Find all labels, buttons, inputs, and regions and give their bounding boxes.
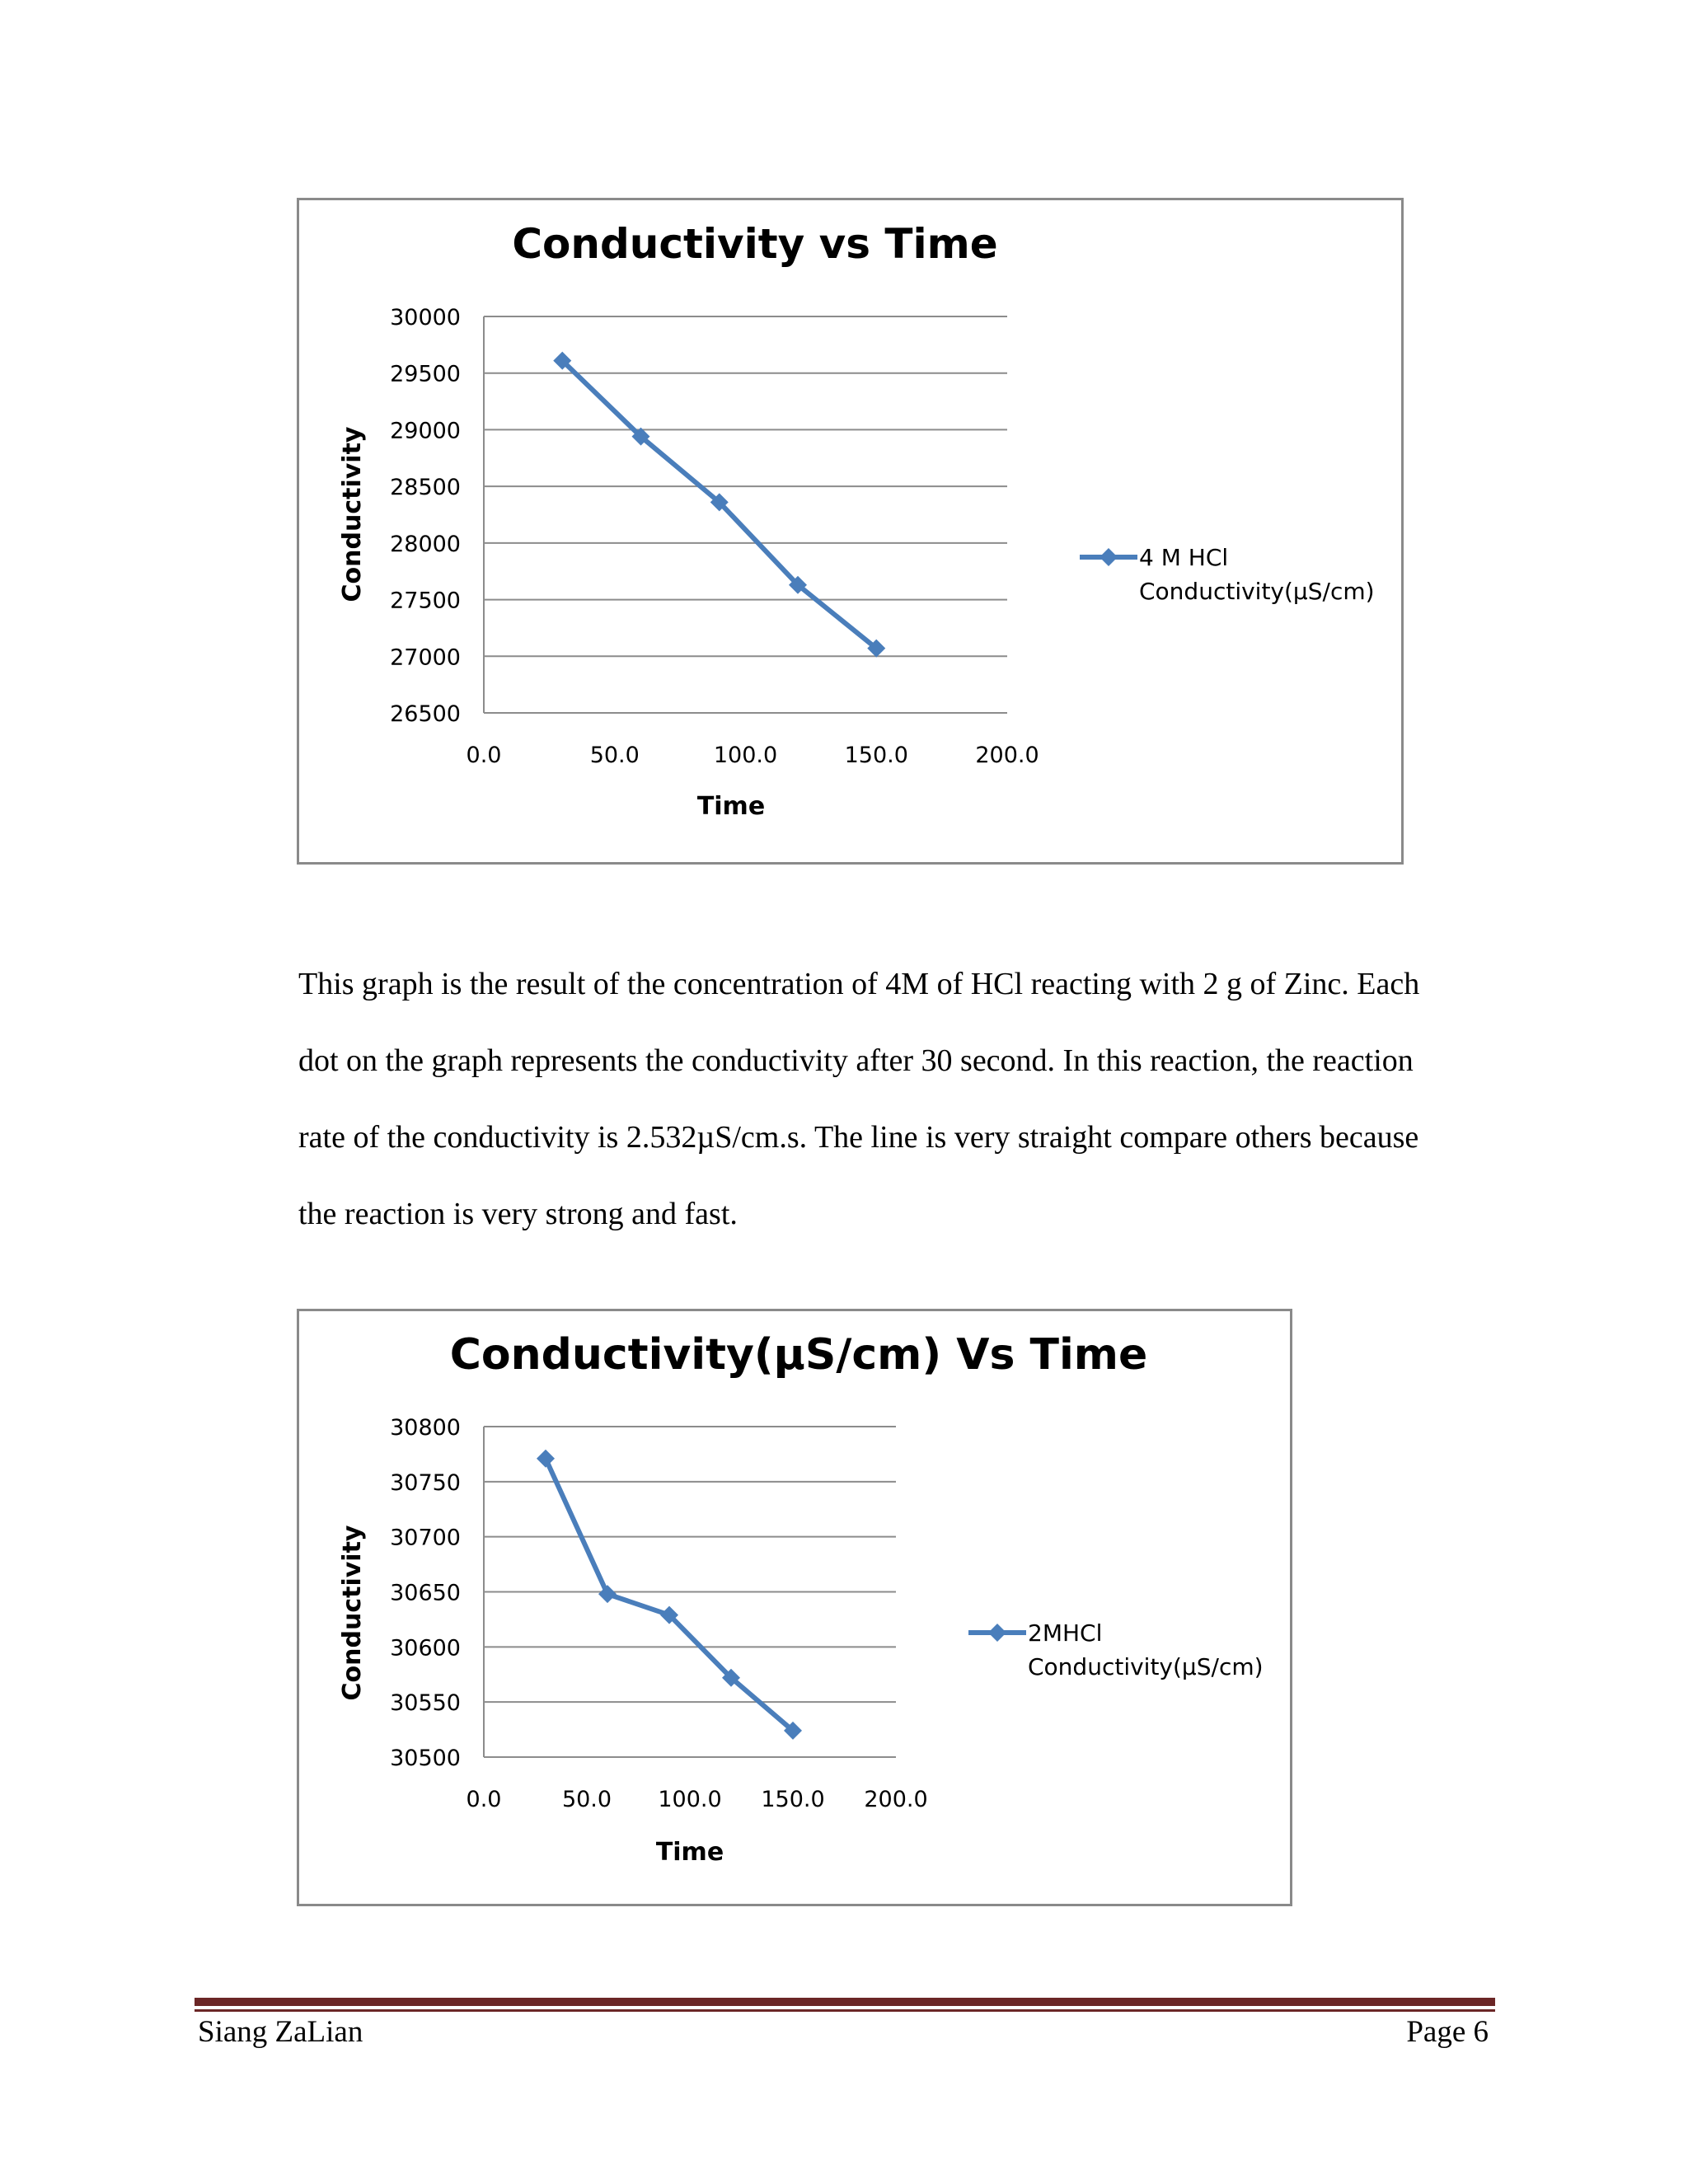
chart-2-legend-label: 2MHCl	[1028, 1619, 1103, 1647]
chart-2-y-tick-label: 30650	[390, 1580, 461, 1606]
chart-2-y-axis-label: Conductivity	[338, 1525, 367, 1701]
footer-author: Siang ZaLian	[198, 2015, 363, 2049]
chart-2-series-line	[546, 1459, 793, 1731]
chart-2-y-tick-label: 30800	[390, 1415, 461, 1441]
chart-2-x-tick-label: 200.0	[864, 1787, 928, 1812]
chart-2-y-tick-label: 30500	[390, 1746, 461, 1771]
paragraph-line-1: This graph is the result of the concentration of 4M of HCl reacting with 2 g of Zinc. Each	[298, 967, 1420, 1001]
body-paragraph	[298, 946, 1493, 1253]
chart-1-x-tick-label: 100.0	[713, 743, 778, 768]
chart-1-legend-marker	[1100, 548, 1118, 566]
chart-2-x-axis-label: Time	[655, 1838, 724, 1867]
chart-1-x-tick-label: 150.0	[844, 743, 908, 768]
chart-2-legend-marker	[988, 1624, 1006, 1642]
chart-1-legend-label: Conductivity(µS/cm)	[1139, 578, 1375, 605]
chart-2-frame	[297, 1309, 1292, 1906]
footer-rule	[195, 1998, 1495, 2006]
chart-2-data-point	[598, 1585, 617, 1603]
chart-1-y-tick-label: 27000	[390, 644, 461, 671]
chart-2-data-point	[537, 1450, 555, 1468]
chart-1-frame	[297, 198, 1404, 865]
chart-1-legend-label: 4 M HCl	[1139, 544, 1229, 571]
chart-2-x-tick-label: 0.0	[466, 1787, 502, 1812]
paragraph-line-4: the reaction is very strong and fast.	[298, 1197, 738, 1231]
chart-2-svg	[299, 1311, 1295, 1909]
chart-2-y-tick-label: 30600	[390, 1635, 461, 1661]
chart-1-y-tick-label: 28000	[390, 531, 461, 557]
chart-1-x-tick-label: 200.0	[975, 743, 1039, 768]
chart-1-x-axis-label: Time	[696, 792, 766, 821]
chart-1-y-tick-label: 30000	[390, 305, 461, 330]
chart-2-legend-label: Conductivity(µS/cm)	[1028, 1653, 1264, 1680]
chart-2-y-tick-label: 30750	[390, 1469, 461, 1496]
footer-page-number: Page 6	[1406, 2015, 1489, 2049]
chart-1-y-axis-label: Conductivity	[338, 426, 367, 602]
footer-rule-thin	[195, 2009, 1495, 2012]
chart-2-x-tick-label: 50.0	[561, 1787, 612, 1812]
chart-2-x-tick-label: 100.0	[658, 1787, 722, 1812]
chart-1-y-tick-label: 26500	[390, 701, 461, 727]
chart-1-x-tick-label: 0.0	[466, 743, 502, 768]
chart-1-y-tick-label: 27500	[390, 588, 461, 614]
chart-1-y-tick-label: 29000	[390, 418, 461, 444]
chart-1-y-tick-label: 29500	[390, 361, 461, 387]
chart-1-title: Conductivity vs Time	[512, 220, 998, 268]
chart-2-title: Conductivity(µS/cm) Vs Time	[449, 1330, 1148, 1380]
paragraph-line-2: dot on the graph represents the conductivity after 30 second. In this reaction, the reaction	[298, 1043, 1414, 1078]
chart-1-svg	[299, 200, 1406, 867]
chart-2-y-tick-label: 30700	[390, 1525, 461, 1551]
paragraph-line-3: rate of the conductivity is 2.532µS/cm.s. The line is very straight compare others because	[298, 1120, 1419, 1155]
chart-1-y-tick-label: 28500	[390, 475, 461, 501]
chart-2-x-tick-label: 150.0	[761, 1787, 825, 1812]
chart-2-y-tick-label: 30550	[390, 1690, 461, 1717]
chart-1-x-tick-label: 50.0	[589, 743, 640, 768]
